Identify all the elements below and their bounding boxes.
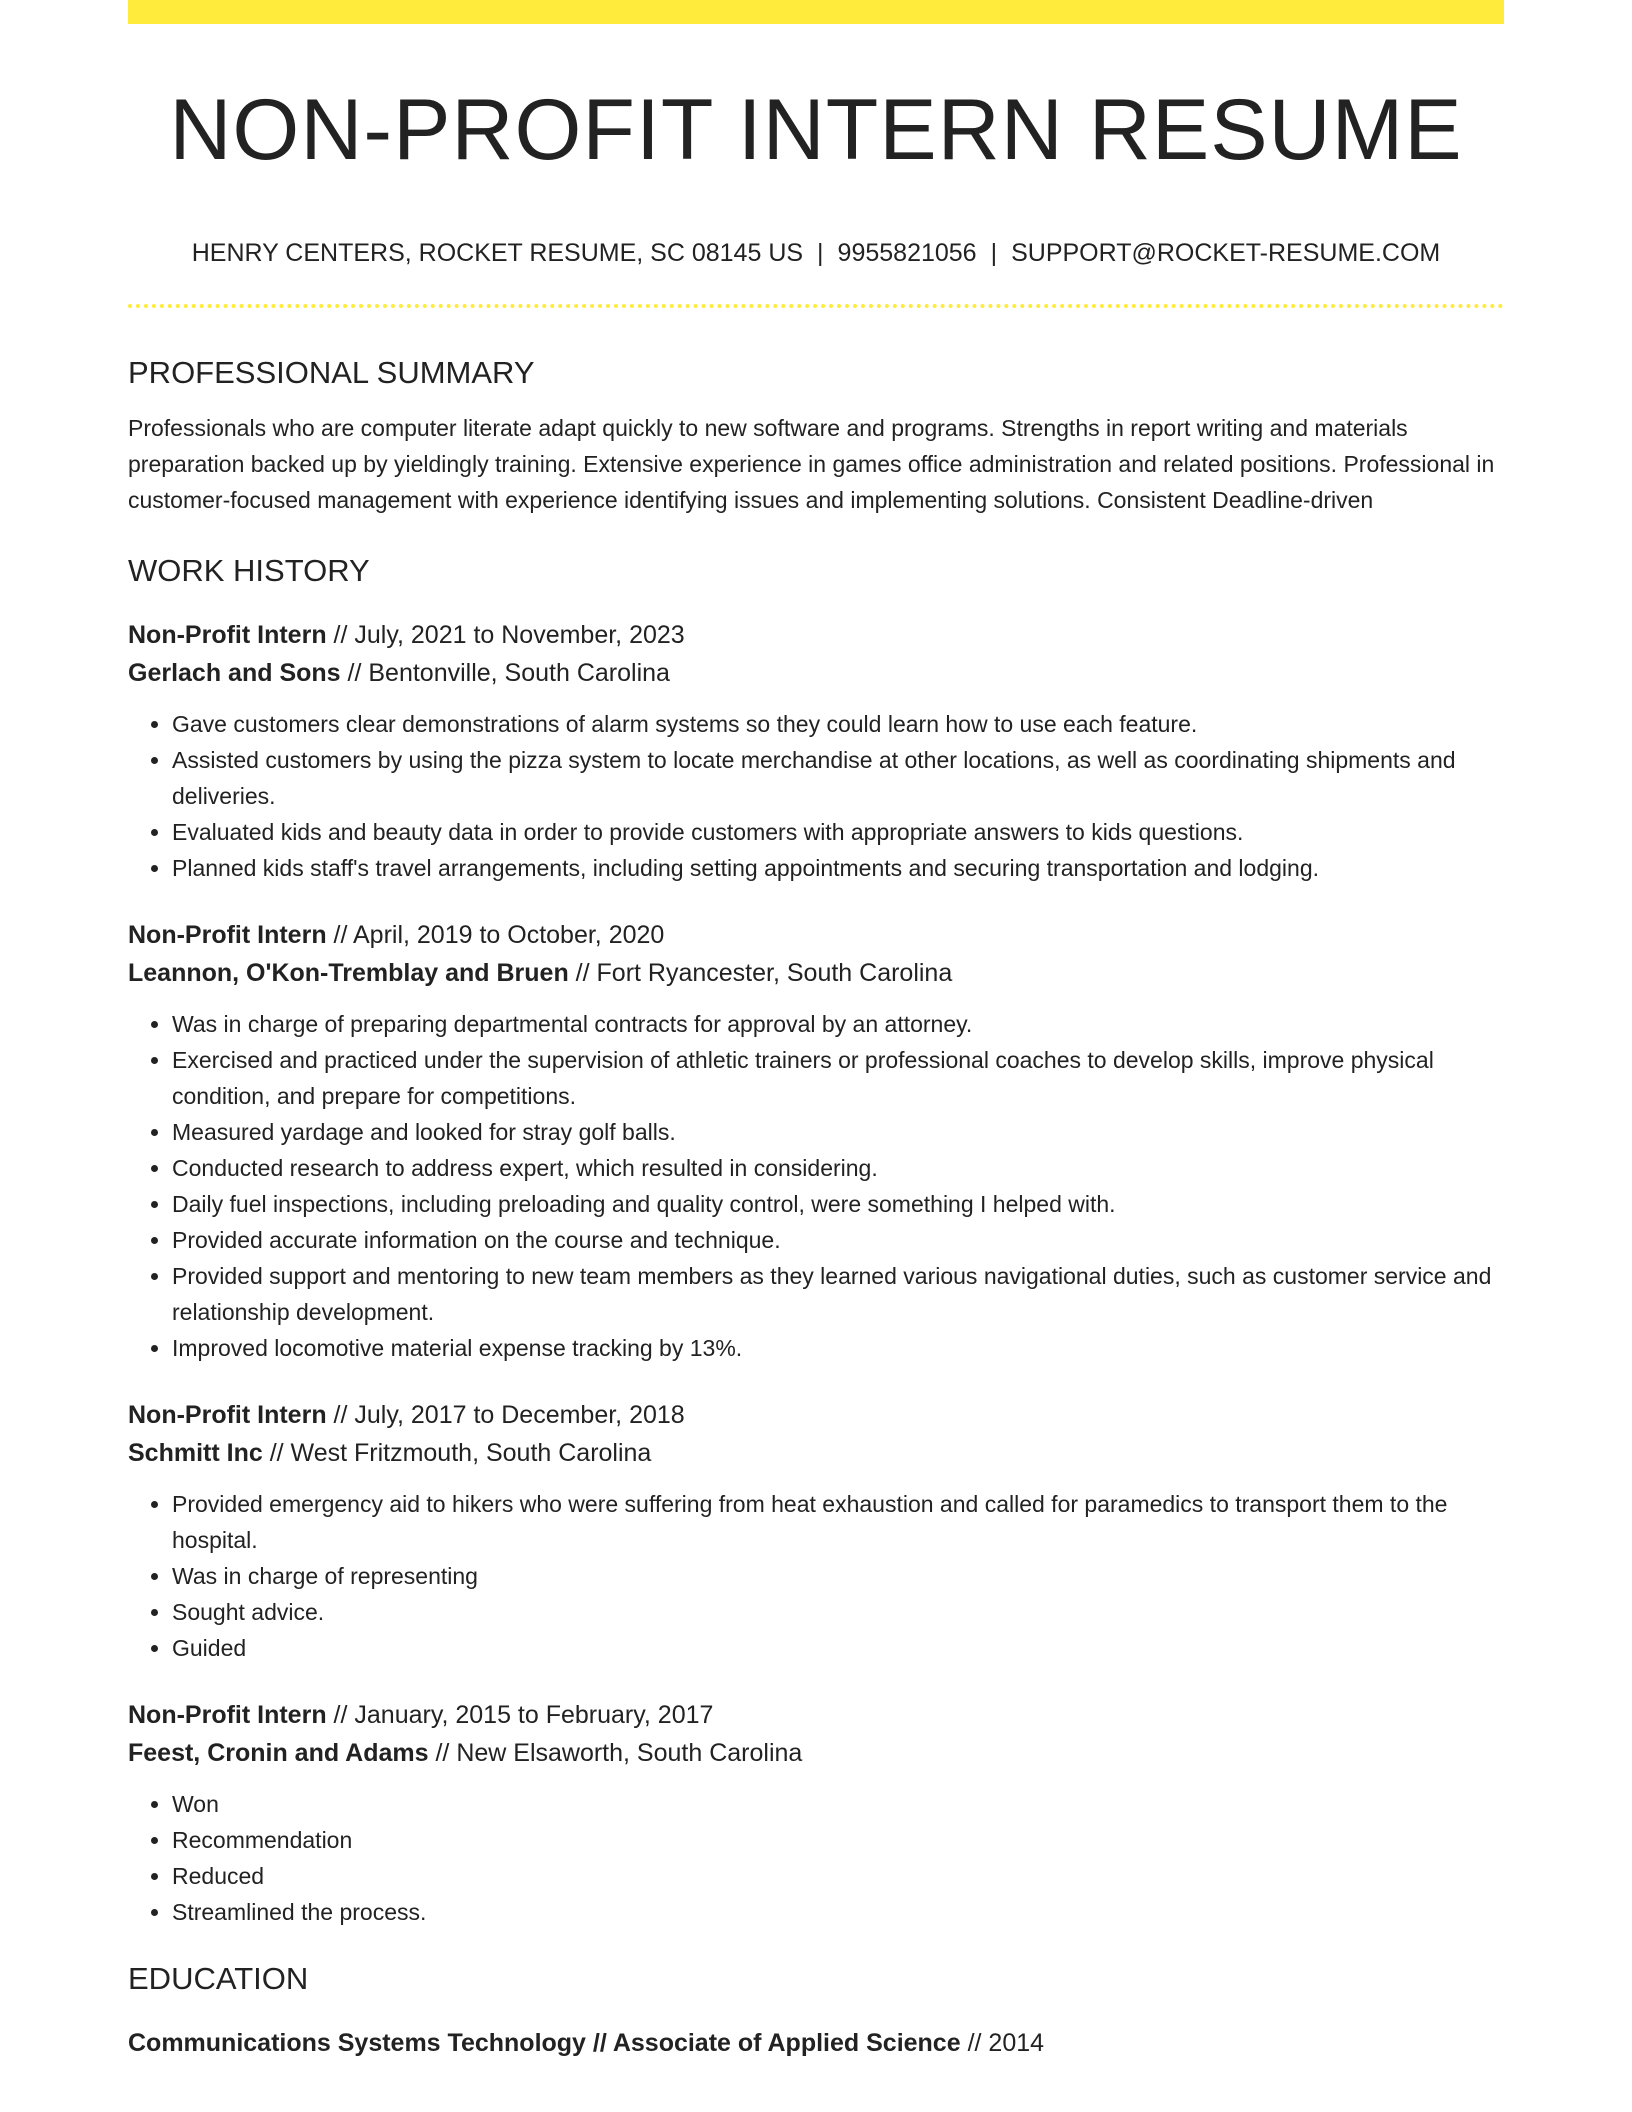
education-entry xyxy=(128,2024,1504,2062)
job-bullet-list xyxy=(128,1786,1504,1930)
job-bullet: • Recommendation xyxy=(172,1822,1504,1858)
job-bullet: • Improved locomotive material expense tracking by 13%. xyxy=(172,1330,1504,1366)
summary-text: Professionals who are computer literate adapt quickly to new software and programs. Strengths in report writing and materials preparation backed up by yieldingly training. Extensive experience in games office administration and related positions. Professional in customer-focused management with experience identifying issues and implementing solutions. Consistent Deadline-driven xyxy=(128,415,1495,513)
job-title: Non-Profit Intern xyxy=(128,921,327,949)
job-dates: July, 2017 to December, 2018 xyxy=(354,1401,685,1429)
job-entry xyxy=(128,616,1504,886)
job-title-line xyxy=(128,1696,1504,1734)
job-bullet: • Measured yardage and looked for stray golf balls. xyxy=(172,1114,1504,1150)
job-dates: July, 2021 to November, 2023 xyxy=(354,621,685,649)
job-bullet: • Streamlined the process. xyxy=(172,1894,1504,1930)
jobs-list xyxy=(128,616,1504,1930)
job-bullet: • Won xyxy=(172,1786,1504,1822)
job-bullet: • Conducted research to address expert, which resulted in considering. xyxy=(172,1150,1504,1186)
header-divider xyxy=(128,304,1504,308)
job-bullet: • Daily fuel inspections, including preloading and quality control, were something I helped with. xyxy=(172,1186,1504,1222)
job-title-line xyxy=(128,1396,1504,1434)
contact-separator: | xyxy=(990,239,998,267)
education-section xyxy=(128,1960,1504,2062)
job-bullet-list xyxy=(128,1486,1504,1666)
job-bullet: • Provided emergency aid to hikers who were suffering from heat exhaustion and called for paramedics to transport them to the hospital. xyxy=(172,1486,1504,1558)
summary-section xyxy=(128,354,1504,518)
job-bullet: • Was in charge of representing xyxy=(172,1558,1504,1594)
job-company-line xyxy=(128,654,1504,692)
job-company-line xyxy=(128,1434,1504,1472)
job-bullet: • Sought advice. xyxy=(172,1594,1504,1630)
job-bullet: • Gave customers clear demonstrations of alarm systems so they could learn how to use each feature. xyxy=(172,706,1504,742)
job-bullet: • Reduced xyxy=(172,1858,1504,1894)
job-divider: // xyxy=(326,921,353,949)
job-bullet: • Evaluated kids and beauty data in order to provide customers with appropriate answers to kids questions. xyxy=(172,814,1504,850)
job-divider: // xyxy=(428,1739,457,1767)
summary-heading: PROFESSIONAL SUMMARY xyxy=(128,355,535,390)
job-location: West Fritzmouth, South Carolina xyxy=(290,1439,652,1467)
job-bullet: • Guided xyxy=(172,1630,1504,1666)
job-divider: // xyxy=(262,1439,291,1467)
job-bullet: • Provided accurate information on the course and technique. xyxy=(172,1222,1504,1258)
contact-email: SUPPORT@ROCKET-RESUME.COM xyxy=(1011,239,1441,267)
job-company: Gerlach and Sons xyxy=(128,659,341,687)
resume-title: NON-PROFIT INTERN RESUME xyxy=(169,82,1463,178)
education-degree: Associate of Applied Science xyxy=(612,2029,961,2057)
job-company: Feest, Cronin and Adams xyxy=(128,1739,429,1767)
job-title: Non-Profit Intern xyxy=(128,1401,327,1429)
job-bullet: • Exercised and practiced under the supervision of athletic trainers or professional coaches to develop skills, improve physical condition, and prepare for competitions. xyxy=(172,1042,1504,1114)
job-divider: // xyxy=(340,659,369,687)
job-company-line xyxy=(128,1734,1504,1772)
contact-address: HENRY CENTERS, ROCKET RESUME, SC 08145 US xyxy=(191,239,804,267)
job-title: Non-Profit Intern xyxy=(128,621,327,649)
education-year-divider: // xyxy=(960,2029,989,2057)
contact-phone: 9955821056 xyxy=(837,239,977,267)
job-bullet-list xyxy=(128,1006,1504,1366)
resume-page xyxy=(128,0,1504,2062)
job-dates: April, 2019 to October, 2020 xyxy=(353,921,665,949)
job-divider: // xyxy=(326,1401,355,1429)
work-history-section xyxy=(128,552,1504,1930)
job-title-line xyxy=(128,616,1504,654)
job-company-line xyxy=(128,954,1504,992)
job-bullet: • Provided support and mentoring to new team members as they learned various navigational duties, such as customer service and relationship development. xyxy=(172,1258,1504,1330)
job-bullet-list xyxy=(128,706,1504,886)
job-divider: // xyxy=(326,621,355,649)
education-field: Communications Systems Technology xyxy=(128,2029,586,2057)
education-heading: EDUCATION xyxy=(128,1961,309,1996)
job-location: New Elsaworth, South Carolina xyxy=(456,1739,803,1767)
job-title: Non-Profit Intern xyxy=(128,1701,327,1729)
job-location: Fort Ryancester, South Carolina xyxy=(596,959,953,987)
job-divider: // xyxy=(568,959,597,987)
job-bullet: • Assisted customers by using the pizza system to locate merchandise at other locations, as well as coordinating shipments and deliveries. xyxy=(172,742,1504,814)
job-dates: January, 2015 to February, 2017 xyxy=(354,1701,714,1729)
job-company: Schmitt Inc xyxy=(128,1439,263,1467)
contact-line xyxy=(128,238,1504,268)
contact-separator: | xyxy=(817,239,824,267)
job-entry xyxy=(128,916,1504,1366)
job-entry xyxy=(128,1696,1504,1930)
job-divider: // xyxy=(326,1701,355,1729)
job-company: Leannon, O'Kon-Tremblay and Bruen xyxy=(128,959,569,987)
job-bullet: • Was in charge of preparing departmental contracts for approval by an attorney. xyxy=(172,1006,1504,1042)
job-bullet: • Planned kids staff's travel arrangements, including setting appointments and securing transportation and lodging. xyxy=(172,850,1504,886)
work-history-heading: WORK HISTORY xyxy=(128,553,370,588)
job-location: Bentonville, South Carolina xyxy=(368,659,670,687)
education-year: 2014 xyxy=(988,2029,1045,2057)
job-title-line xyxy=(128,916,1504,954)
job-entry xyxy=(128,1396,1504,1666)
education-divider: // xyxy=(585,2029,613,2057)
